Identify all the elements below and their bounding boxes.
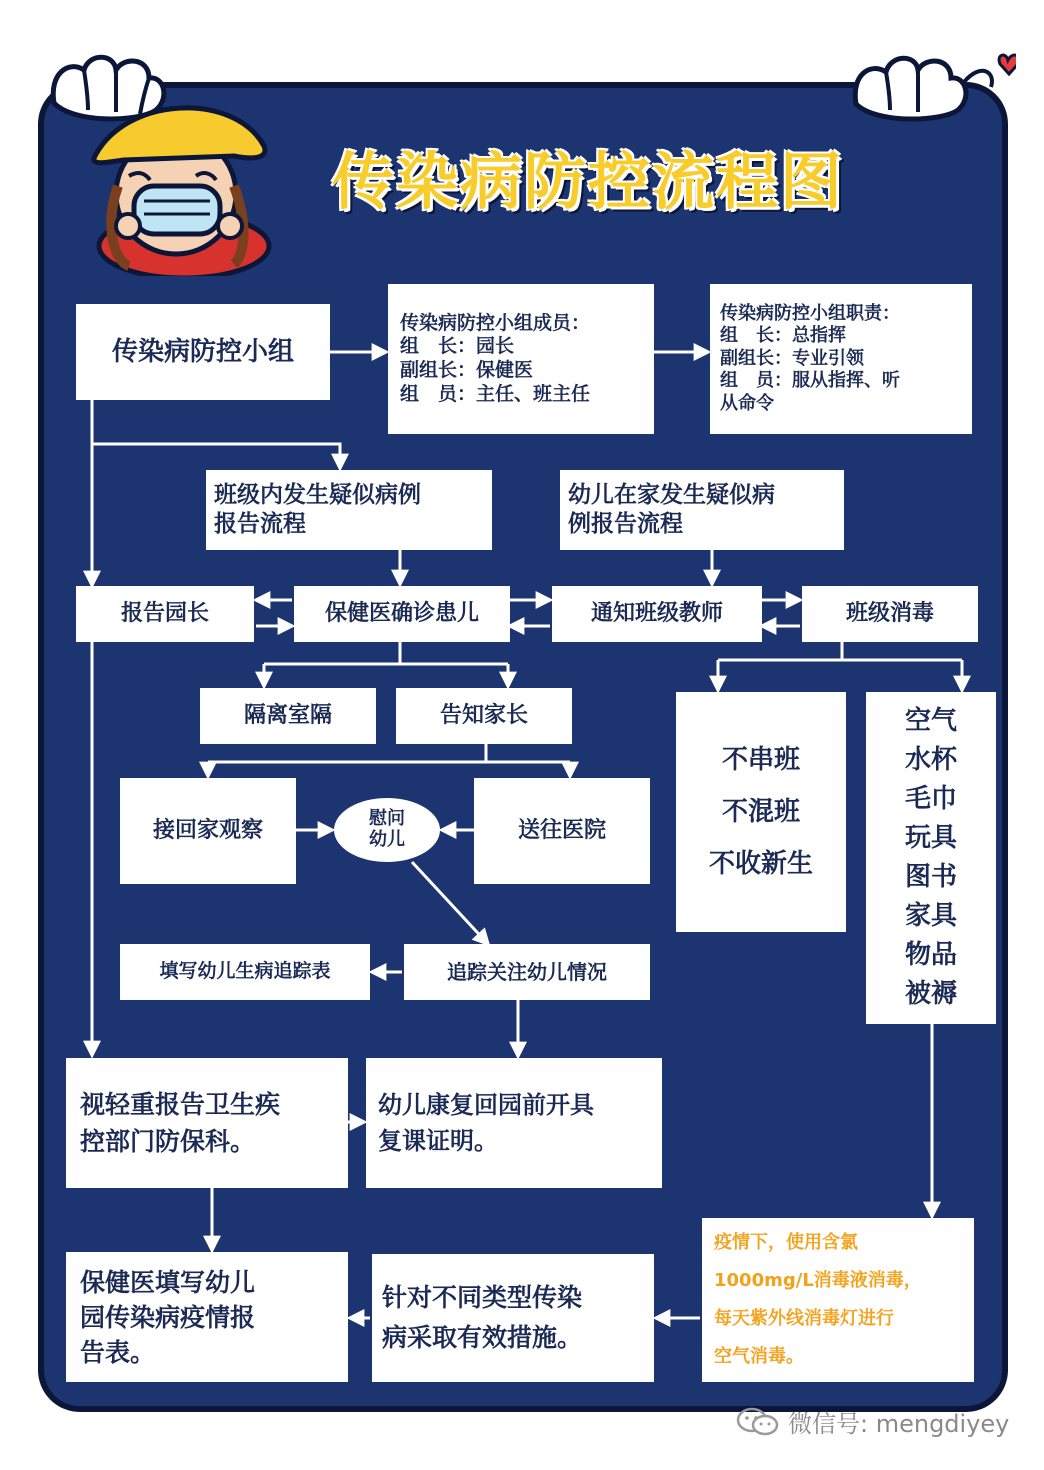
item-line: 水杯 bbox=[904, 745, 957, 775]
prevention-group-box bbox=[76, 304, 330, 400]
item-line: 家具 bbox=[904, 901, 957, 931]
members-line: 副组长：保健医 bbox=[400, 359, 534, 381]
measures-line: 针对不同类型传染 bbox=[382, 1283, 583, 1312]
duties-line: 组 长：总指挥 bbox=[720, 325, 846, 347]
class-case-report-box bbox=[206, 470, 492, 550]
disinfect-method-line: 疫情下，使用含氯 bbox=[714, 1232, 858, 1254]
home-case-report-box bbox=[560, 470, 844, 550]
disinfect-method-line: 每天紫外线消毒灯进行 bbox=[714, 1308, 894, 1329]
disinfect-method-line: 1000mg/L消毒液消毒， bbox=[714, 1270, 922, 1292]
epidemic-report-line: 告表。 bbox=[80, 1337, 156, 1367]
notify-teacher-box bbox=[552, 586, 762, 642]
tracking-form-label: 填写幼儿生病追踪表 bbox=[159, 960, 331, 983]
duties-line: 副组长：专业引领 bbox=[720, 347, 864, 369]
epidemic-report-box bbox=[66, 1252, 348, 1382]
disinfect-method-line: 空气消毒。 bbox=[714, 1345, 804, 1367]
duties-line: 从命令 bbox=[720, 392, 774, 414]
item-line: 图书 bbox=[904, 862, 957, 892]
page-title: 传染病防控流程图 bbox=[332, 145, 845, 218]
home-observe-label: 接回家观察 bbox=[152, 818, 263, 844]
wechat-icon bbox=[736, 1407, 780, 1437]
group-duties-box bbox=[710, 284, 972, 434]
members-line: 组 长：园长 bbox=[400, 335, 515, 358]
class-report-line: 报告流程 bbox=[214, 511, 306, 537]
isolation-room-label: 隔离室隔 bbox=[243, 703, 332, 729]
certificate-line: 幼儿康复回园前开具 bbox=[378, 1091, 594, 1119]
report-director-label: 报告园长 bbox=[120, 601, 209, 627]
wechat-watermark bbox=[736, 1404, 1009, 1439]
members-line: 组 员：主任、班主任 bbox=[400, 382, 591, 405]
home-report-line: 例报告流程 bbox=[568, 511, 683, 537]
report-cdc-box bbox=[66, 1058, 348, 1188]
track-child-box bbox=[404, 944, 650, 1000]
comfort-line: 慰问 bbox=[369, 808, 405, 830]
watermark-text: 微信号: mengdiyey bbox=[788, 1410, 1010, 1438]
return-certificate-box bbox=[366, 1058, 662, 1188]
home-report-line: 幼儿在家发生疑似病 bbox=[568, 482, 775, 509]
group-members-box bbox=[388, 284, 654, 434]
epidemic-report-line: 保健医填写幼儿 bbox=[80, 1267, 256, 1297]
report-director-box bbox=[76, 586, 254, 642]
comfort-line: 幼儿 bbox=[369, 829, 405, 850]
class-disinfect-box bbox=[802, 586, 978, 642]
duties-line: 组 员：服从指挥、听 bbox=[720, 370, 900, 392]
home-observe-box bbox=[120, 778, 296, 884]
no-merge-box bbox=[676, 692, 846, 932]
class-disinfect-label: 班级消毒 bbox=[845, 601, 934, 627]
members-line: 传染病防控小组成员： bbox=[400, 311, 591, 334]
item-line: 物品 bbox=[904, 940, 957, 970]
doctor-diagnose-box bbox=[294, 586, 510, 642]
track-child-label: 追踪关注幼儿情况 bbox=[447, 959, 607, 984]
notify-parents-label: 告知家长 bbox=[439, 703, 528, 729]
duties-line: 传染病防控小组职责： bbox=[720, 302, 900, 324]
class-report-line: 班级内发生疑似病例 bbox=[214, 482, 421, 509]
no-merge-line: 不收新生 bbox=[708, 849, 813, 879]
certificate-line: 复课证明。 bbox=[378, 1127, 498, 1155]
report-cdc-line: 视轻重报告卫生疾 bbox=[80, 1089, 281, 1119]
report-cdc-line: 控部门防保科。 bbox=[80, 1127, 256, 1156]
notify-parents-box bbox=[396, 688, 572, 744]
prevention-group-label: 传染病防控小组 bbox=[111, 336, 294, 367]
item-line: 空气 bbox=[904, 706, 957, 736]
send-hospital-label: 送往医院 bbox=[517, 818, 606, 844]
item-line: 被褥 bbox=[904, 979, 957, 1009]
measures-box bbox=[372, 1254, 654, 1382]
send-hospital-box bbox=[474, 778, 650, 884]
doctor-diagnose-label: 保健医确诊患儿 bbox=[324, 601, 479, 627]
measures-line: 病采取有效措施。 bbox=[382, 1323, 583, 1352]
no-merge-line: 不混班 bbox=[721, 797, 800, 827]
disinfect-items-box bbox=[866, 692, 996, 1024]
item-line: 玩具 bbox=[904, 823, 957, 853]
disinfect-method-box bbox=[702, 1218, 974, 1382]
no-merge-line: 不串班 bbox=[721, 745, 800, 775]
comfort-child-oval bbox=[334, 798, 440, 862]
isolation-room-box bbox=[200, 688, 376, 744]
tracking-form-box bbox=[120, 944, 370, 1000]
item-line: 毛巾 bbox=[904, 784, 957, 814]
epidemic-report-line: 园传染病疫情报 bbox=[80, 1302, 256, 1332]
notify-teacher-label: 通知班级教师 bbox=[590, 601, 723, 627]
